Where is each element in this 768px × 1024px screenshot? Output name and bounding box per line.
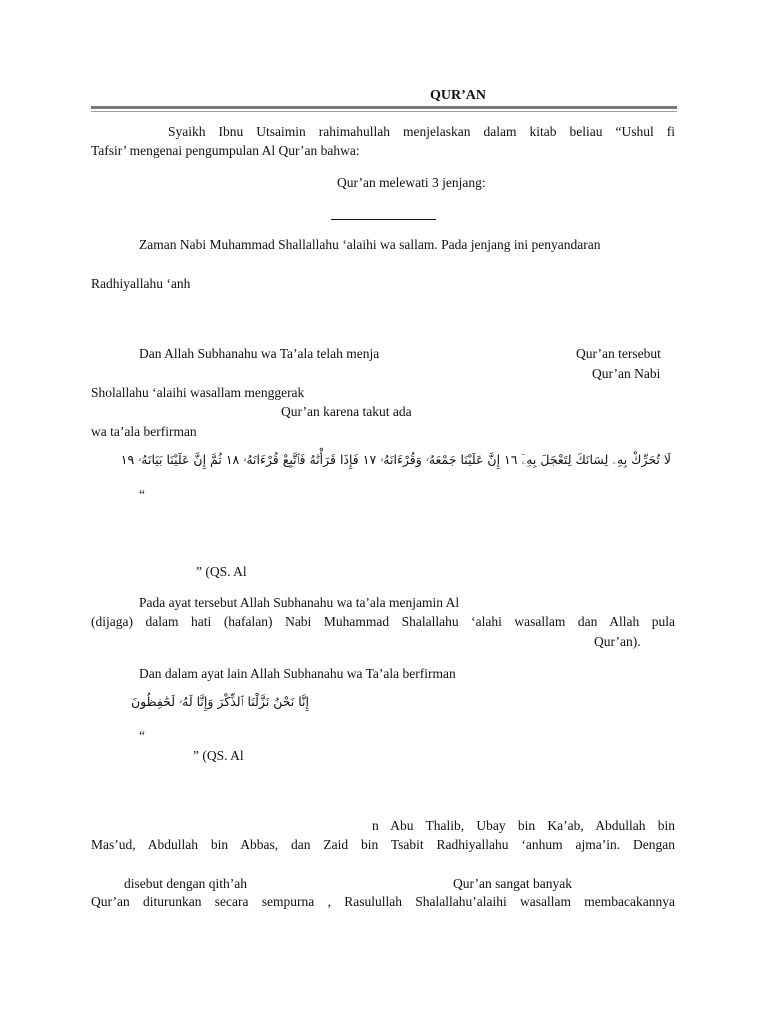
paragraph-line: Qur’an Nabi	[592, 366, 661, 381]
arabic-verse: إِنَّا نَحْنُ نَزَّلْنَا ٱلذِّكْرَ وَإِنَّا لَهُۥ لَحَٰفِظُونَ	[130, 694, 309, 709]
paragraph-line: Dan Allah Subhanahu wa Ta’ala telah menja	[139, 346, 380, 361]
paragraph-line: wa ta’ala berfirman	[91, 424, 197, 439]
paragraph-line: Qur’an diturunkan secara sempurna , Rasulullah Shalallahu’alaihi wasallam membacakannya	[91, 894, 675, 909]
paragraph-line: Zaman Nabi Muhammad Shallallahu ‘alaihi wa sallam. Pada jenjang ini penyandaran	[139, 237, 601, 252]
quote-mark: “	[139, 487, 145, 502]
paragraph-line: Pada ayat tersebut Allah Subhanahu wa ta’ala menjamin Al	[139, 595, 460, 610]
paragraph-line: Radhiyallahu ‘anh	[91, 276, 191, 291]
section-heading: Qur’an melewati 3 jenjang:	[337, 175, 486, 190]
title-rule-thick	[91, 106, 677, 109]
verse-reference: ” (QS. Al	[196, 564, 247, 579]
paragraph-line: disebut dengan qith’ah	[124, 876, 247, 891]
verse-reference: ” (QS. Al	[193, 748, 244, 763]
paragraph-line: Mas’ud, Abdullah bin Abbas, dan Zaid bin Tsabit Radhiyallahu ‘anhum ajma’in. Dengan	[91, 837, 675, 852]
paragraph-line: Qur’an tersebut	[576, 346, 661, 361]
paragraph-line: Dan dalam ayat lain Allah Subhanahu wa Ta’ala berfirman	[139, 666, 456, 681]
title-rule-thin	[91, 111, 677, 112]
paragraph-line: Syaikh Ibnu Utsaimin rahimahullah menjelaskan dalam kitab beliau “Ushul fi	[168, 124, 675, 139]
page-title: QUR’AN	[430, 88, 486, 103]
paragraph-line: (dijaga) dalam hati (hafalan) Nabi Muhammad Shalallahu ‘alahi wasallam dan Allah pula	[91, 614, 675, 629]
short-divider	[331, 219, 436, 220]
arabic-verse: لَا تُحَرِّكْ بِهِۦ لِسَانَكَ لِتَعْجَلَ بِهِۦٓ ١٦ إِنَّ عَلَيْنَا جَمْعَهُۥ وَقُرْءَانَهُۥ ١٧ فَإِذَا قَرَأْنَٰهُ فَٱتَّبِعْ قُرْءَانَهُۥ ١٨ ثُمَّ إِنَّ عَلَيْنَا بَيَانَهُۥ ١٩	[120, 452, 671, 467]
paragraph-line: Tafsir’ mengenai pengumpulan Al Qur’an bahwa:	[91, 143, 360, 158]
quote-mark: “	[139, 728, 145, 743]
paragraph-line: Qur’an karena takut ada	[281, 404, 412, 419]
paragraph-line: Sholallahu ‘alaihi wasallam menggerak	[91, 385, 305, 400]
paragraph-line: Qur’an sangat banyak	[453, 876, 572, 891]
paragraph-line: n Abu Thalib, Ubay bin Ka’ab, Abdullah bin	[372, 818, 675, 833]
paragraph-line: Qur’an).	[594, 634, 641, 649]
